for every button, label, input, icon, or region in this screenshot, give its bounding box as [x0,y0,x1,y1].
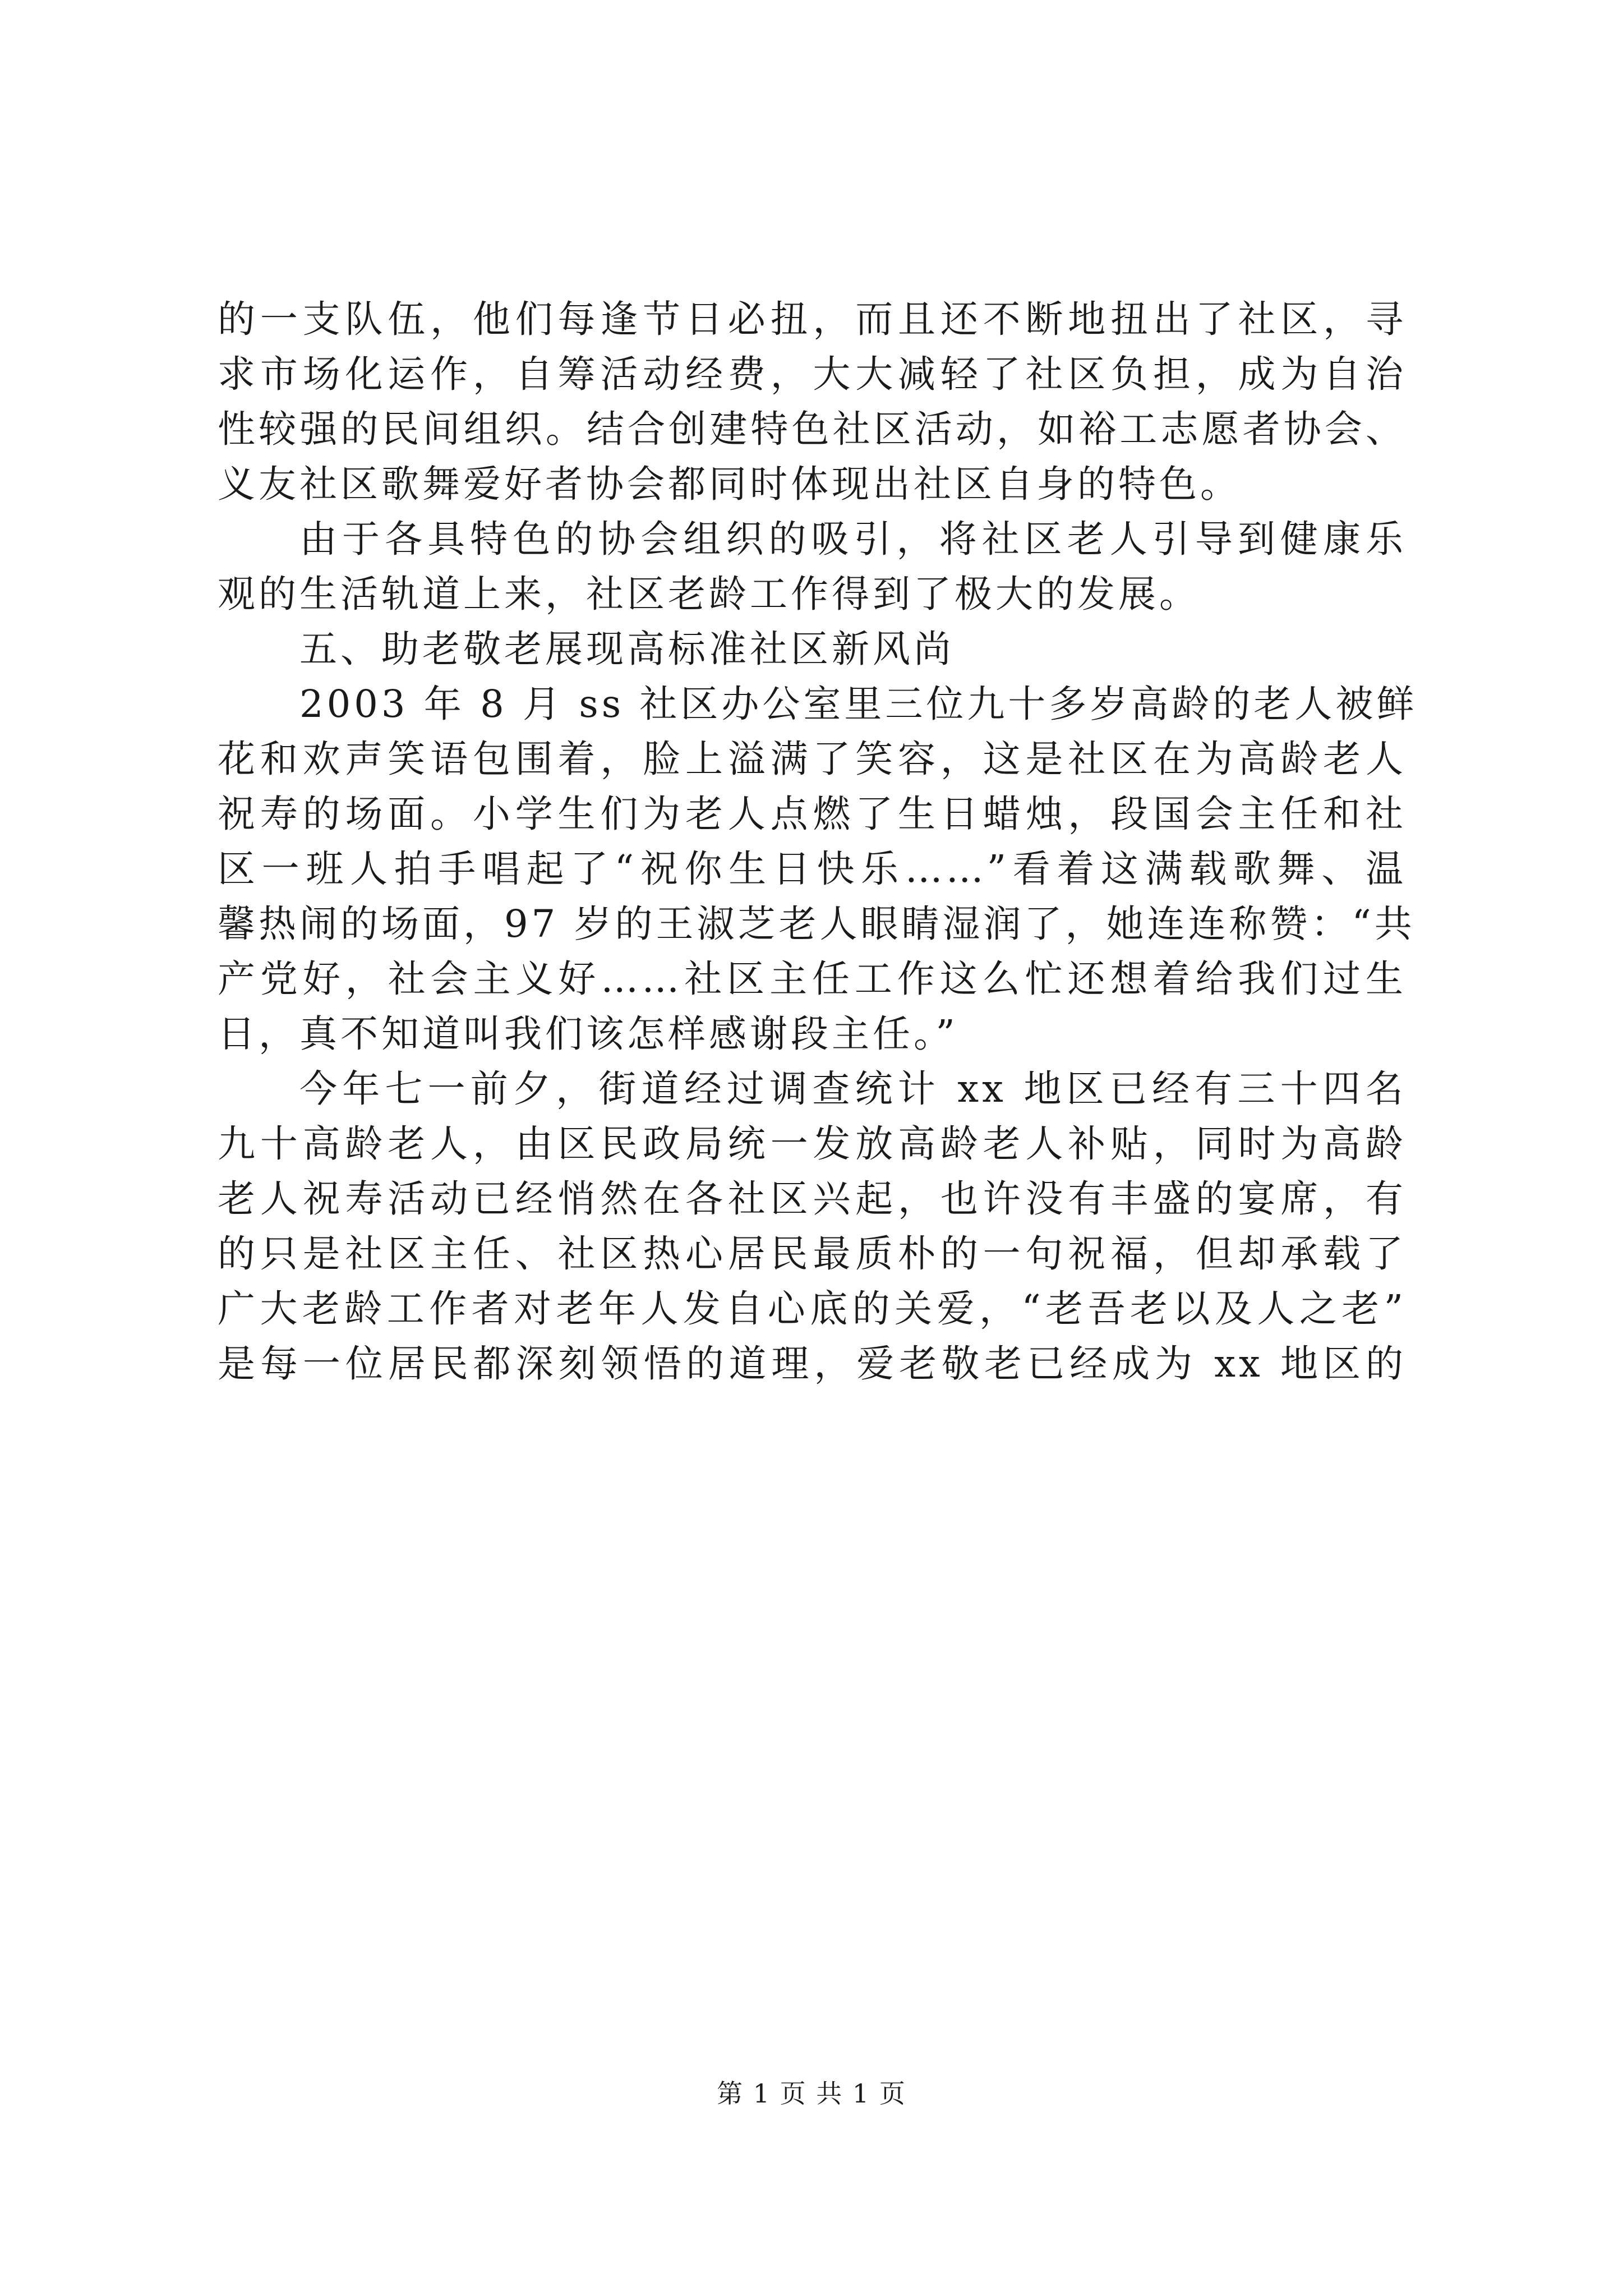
text-line: 九十高龄老人，由区民政局统一发放高龄老人补贴，同时为高龄 [218,1122,1407,1166]
text-line: 的只是社区主任、社区热心居民最质朴的一句祝福，但却承载了 [218,1232,1407,1276]
text-line: 观的生活轨道上来，社区老龄工作得到了极大的发展。 [218,572,1200,616]
page-number-footer: 第 1 页 共 1 页 [717,2078,906,2109]
text-line: 今年七一前夕，街道经过调查统计 xx 地区已经有三十四名 [299,1067,1407,1111]
document-body [218,292,1418,1391]
text-line: 产党好，社会主义好……社区主任工作这么忙还想着给我们过生 [218,957,1407,1001]
text-line: 性较强的民间组织。结合创建特色社区活动，如裕工志愿者协会、 [218,407,1407,451]
text-line: 广大老龄工作者对老年人发自心底的关爱，“老吾老以及人之老” [218,1287,1407,1331]
text-line: 由于各具特色的协会组织的吸引，将社区老人引导到健康乐 [299,517,1407,561]
text-line: 义友社区歌舞爱好者协会都同时体现出社区自身的特色。 [218,462,1241,506]
text-line: 求市场化运作，自筹活动经费，大大减轻了社区负担，成为自治 [218,352,1407,396]
text-line: 是每一位居民都深刻领悟的道理，爱老敬老已经成为 xx 地区的 [218,1342,1407,1386]
text-line: 的一支队伍，他们每逢节日必扭，而且还不断地扭出了社区，寻 [218,297,1407,341]
section-heading: 五、助老敬老展现高标准社区新风尚 [299,627,955,671]
text-line: 2003 年 8 月 ss 社区办公室里三位九十多岁高龄的老人被鲜 [299,682,1418,726]
text-line: 馨热闹的场面，97 岁的王淑芝老人眼睛湿润了，她连连称赞：“共 [218,902,1415,946]
text-line: 日，真不知道叫我们该怎样感谢段主任。” [218,1012,958,1056]
text-line: 老人祝寿活动已经悄然在各社区兴起，也许没有丰盛的宴席，有 [218,1177,1407,1221]
text-line: 区一班人拍手唱起了“祝你生日快乐……”看着这满载歌舞、温 [218,847,1407,891]
text-line: 祝寿的场面。小学生们为老人点燃了生日蜡烛，段国会主任和社 [218,792,1407,836]
text-line: 花和欢声笑语包围着，脸上溢满了笑容，这是社区在为高龄老人 [218,737,1407,781]
